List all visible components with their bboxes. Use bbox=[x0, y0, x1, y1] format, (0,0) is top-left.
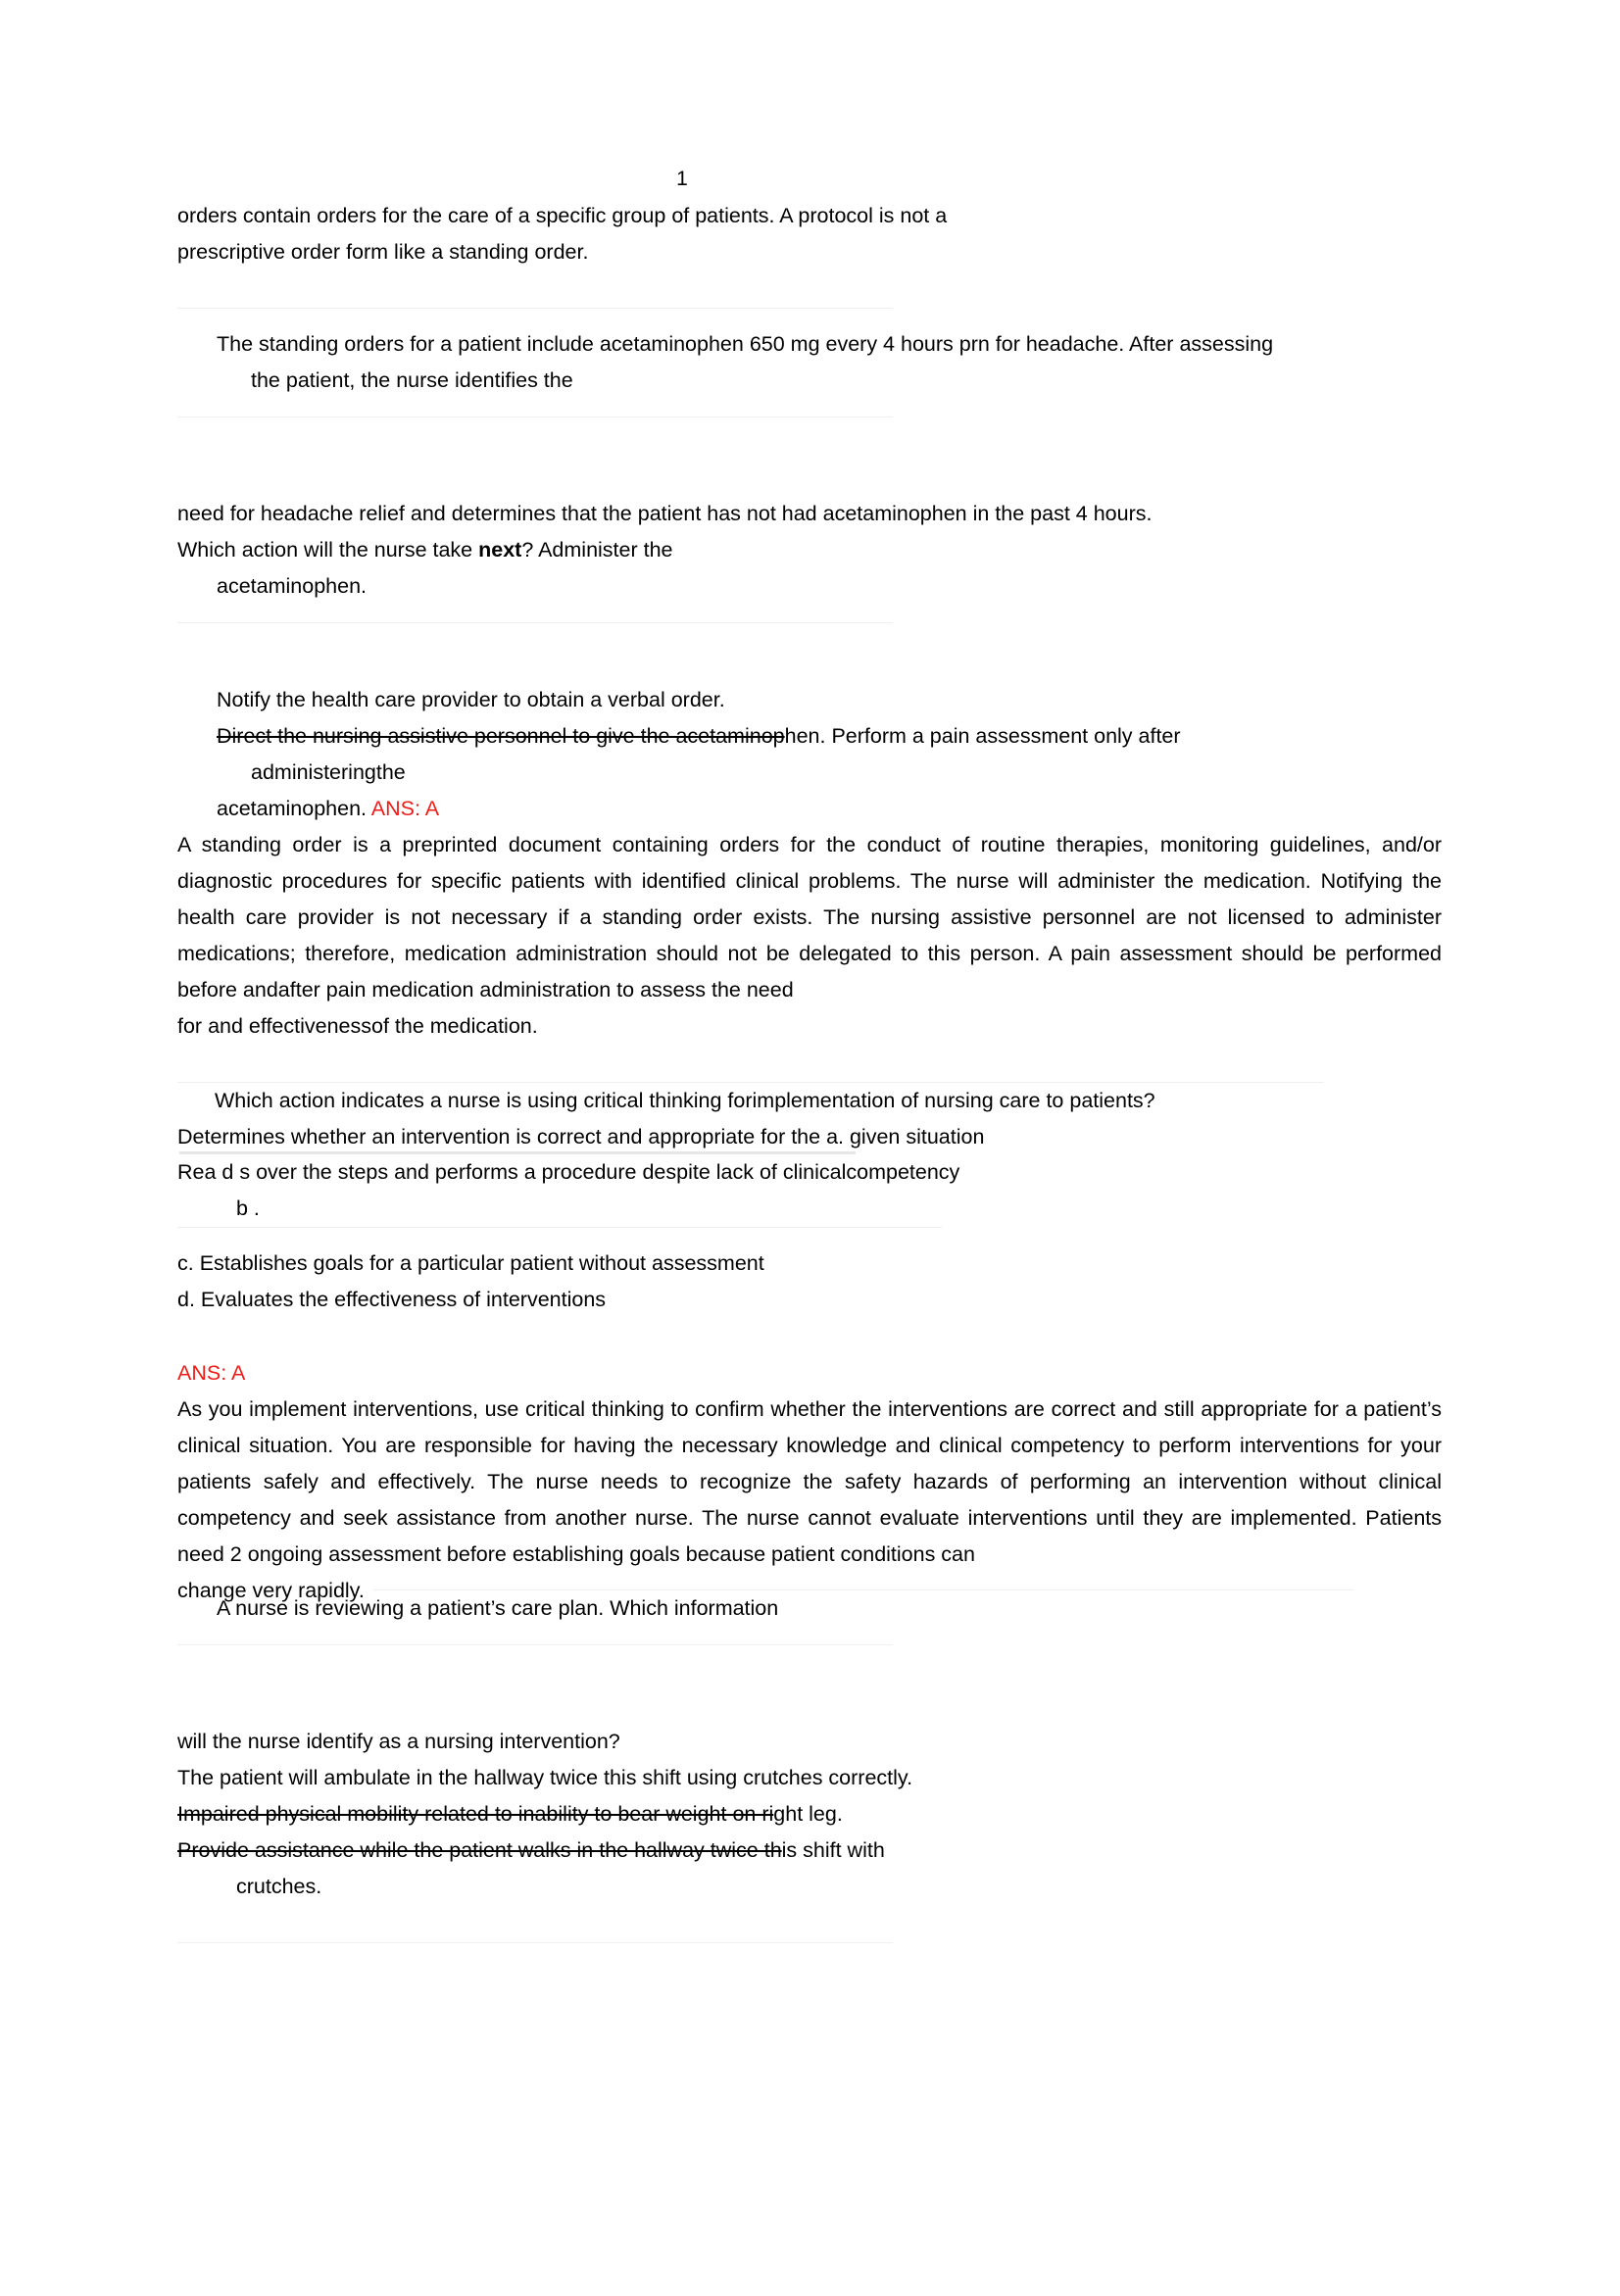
q2-answer-label: ANS: A bbox=[177, 1361, 246, 1385]
spacer bbox=[177, 1645, 1451, 1724]
spacer bbox=[177, 417, 1451, 496]
q3-stem-line-2: will the nurse identify as a nursing intervention? bbox=[177, 1730, 620, 1753]
q1-stem-line-1: The standing orders for a patient include acetaminophen 650 mg every 4 hours prn for headache. After assessing bbox=[217, 332, 1274, 356]
q1-continuation-line-1: need for headache relief and determines that the patient has not had acetaminophen in the past 4 hours. bbox=[177, 502, 1153, 525]
q2-rationale-last-line: change very rapidly. bbox=[177, 1579, 365, 1602]
q2-option-d: d. Evaluates the effectiveness of interventions bbox=[177, 1288, 607, 1311]
q3-option-c-strikethrough: Provide assistance while the patient walks in the hallway twice th bbox=[177, 1838, 782, 1862]
intro-line-1: orders contain orders for the care of a specific group of patients. A protocol is not a bbox=[177, 204, 948, 227]
q3-option-b-remainder: ght leg. bbox=[773, 1802, 843, 1826]
q3-option-a: The patient will ambulate in the hallway twice this shift using crutches correctly. bbox=[177, 1766, 913, 1789]
q1-cont-text-b: ? Administer the bbox=[521, 538, 673, 562]
q1-option-c bbox=[177, 718, 1481, 755]
q1-option-c-strikethrough: Direct the nursing assistive personnel to give the acetaminop bbox=[217, 724, 785, 748]
q1-cont-bold-next: next bbox=[478, 538, 522, 562]
spacer bbox=[177, 1905, 1451, 1942]
q1-option-d-text: acetaminophen. bbox=[217, 797, 371, 820]
q3-stem-line-1: A nurse is reviewing a patient’s care plan. Which information bbox=[217, 1596, 779, 1620]
spacer bbox=[177, 270, 1451, 308]
q2-option-c: c. Establishes goals for a particular patient without assessment bbox=[177, 1251, 764, 1275]
spacer bbox=[177, 605, 1451, 622]
q1-cont-text-a: Which action will the nurse take bbox=[177, 538, 479, 562]
spacer bbox=[177, 623, 1451, 682]
spacer bbox=[177, 1627, 1451, 1644]
q3-option-c-remainder: is shift with bbox=[781, 1838, 885, 1862]
q2-option-b-marker: b . bbox=[236, 1197, 260, 1220]
divider-rule bbox=[177, 1942, 893, 1943]
q2-option-a: Determines whether an intervention is correct and appropriate for the a. given situation bbox=[177, 1125, 985, 1148]
q2-stem: Which action indicates a nurse is using critical thinking forimplementation of nursing care to patients? bbox=[215, 1089, 1155, 1112]
spacer bbox=[177, 1045, 1451, 1082]
q1-stem-line-2: the patient, the nurse identifies the bbox=[251, 368, 573, 392]
spacer bbox=[177, 1318, 1451, 1355]
q3-option-b bbox=[177, 1796, 1442, 1832]
page-number: 1 bbox=[676, 168, 688, 190]
spacer bbox=[177, 399, 1451, 416]
q1-option-d bbox=[177, 791, 1451, 827]
q1-continuation-line-2 bbox=[177, 532, 1334, 568]
q1-continuation-line-3: acetaminophen. bbox=[217, 574, 367, 598]
q1-answer-label: ANS: A bbox=[370, 797, 440, 820]
q1-rationale: A standing order is a preprinted document containing orders for the conduct of routine therapies, monitoring guidelines, and/or diagnostic procedures for specific patients with identified clinical problems. The nurse will administer the medication. Notifying the health care provider is not necessary if a standing order exists. The nursing assistive personnel are not licensed to administer medications; therefore, medication administration should not be delegated to this person. A pain assessment should be performed before andafter pain medication administration to assess the need bbox=[177, 833, 1442, 1001]
q1-option-c-line-2: administeringthe bbox=[251, 760, 406, 784]
q1-option-b: Notify the health care provider to obtain a verbal order. bbox=[217, 688, 725, 711]
page-content bbox=[177, 167, 1451, 1943]
q3-option-b-strikethrough: Impaired physical mobility related to inability to bear weight on ri bbox=[177, 1802, 774, 1826]
q1-option-c-remainder: hen. Perform a pain assessment only after bbox=[784, 724, 1181, 748]
intro-line-2: prescriptive order form like a standing order. bbox=[177, 240, 589, 264]
q3-option-c bbox=[177, 1832, 1442, 1869]
spacer bbox=[177, 1228, 1451, 1246]
q2-rationale: As you implement interventions, use critical thinking to confirm whether the interventions are correct and still appropriate for a patient’s clinical situation. You are responsible for having the necessary knowledge and clinical competency to perform interventions for your patients safely and effectively. The nurse needs to recognize the safety hazards of performing an intervention without clinical competency and seek assistance from another nurse. The nurse cannot evaluate interventions until they are implemented. Patients need 2 ongoing assessment before establishing goals because patient conditions can bbox=[177, 1397, 1442, 1566]
spacer bbox=[177, 309, 1451, 326]
q2-option-b-text: Rea d s over the steps and performs a procedure despite lack of clinicalcompetency bbox=[177, 1160, 960, 1184]
q3-option-c-line-2: crutches. bbox=[236, 1875, 322, 1898]
q1-rationale-last-line: for and effectivenessof the medication. bbox=[177, 1014, 538, 1038]
